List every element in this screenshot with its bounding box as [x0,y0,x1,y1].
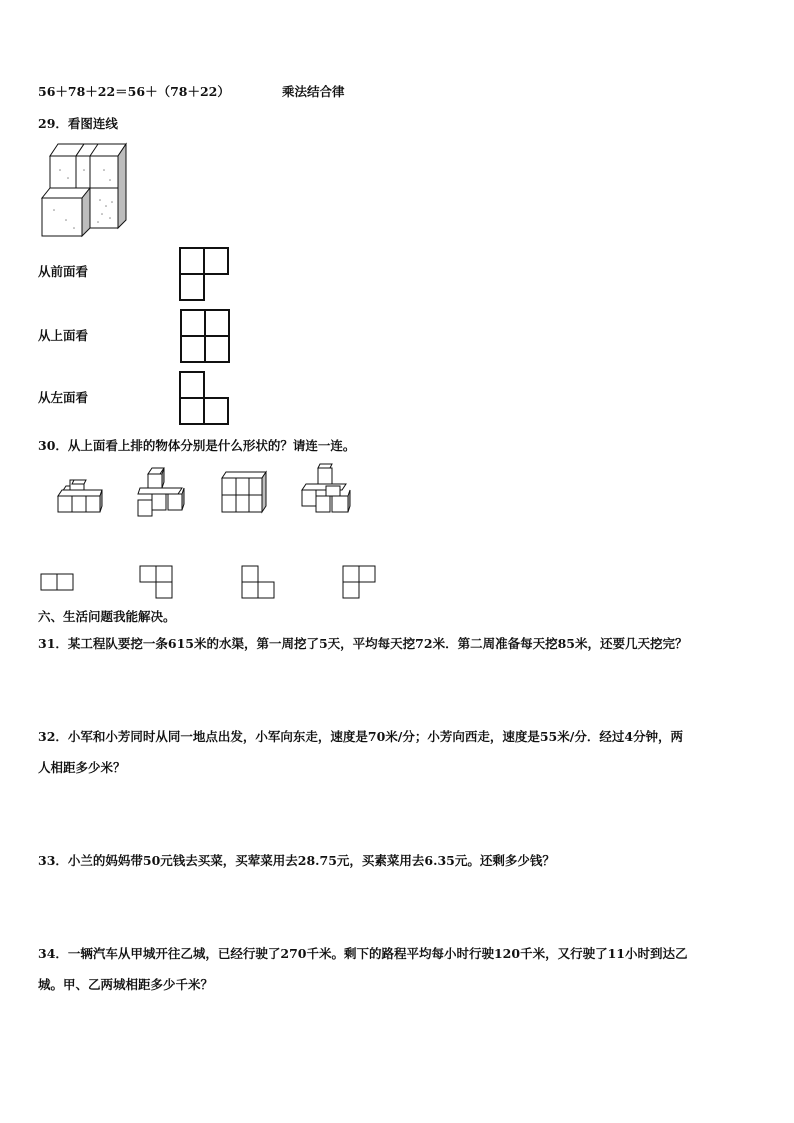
view-label-front: 从前面看 [38,264,89,279]
q33-text: 33．小兰的妈妈带50元钱去买菜，买荤菜用去28.75元，买素菜用去6.35元。还剩多少钱？ [38,853,555,868]
q30-object-2 [136,466,188,520]
q30-view-3 [240,564,280,602]
law-label: 乘法结合律 [282,84,345,99]
q34-text-line2: 城。甲、乙两城相距多少千米？ [38,977,214,992]
view-shape-1 [178,246,230,302]
q29-title: 29．看图连线 [38,116,118,131]
q30-view-1 [40,572,76,594]
view-shape-3 [178,370,230,426]
q30-title: 30．从上面看上排的物体分别是什么形状的？请连一连。 [38,438,356,453]
equation-text: 56＋78＋22＝56＋（78＋22） [38,84,230,99]
q31-text: 31．某工程队要挖一条615米的水渠，第一周挖了5天，平均每天挖72米．第二周准备每天挖85米，还要几天挖完？ [38,636,688,651]
q30-view-4 [341,564,381,602]
q34-text-line1: 34．一辆汽车从甲城开往乙城，已经行驶了270千米。剩下的路程平均每小时行驶120千米，又行驶了11小时到达乙 [38,946,688,961]
view-label-top: 从上面看 [38,328,89,343]
q30-view-2 [138,564,178,602]
section6-title: 六、生活问题我能解决。 [38,609,176,624]
q30-object-3 [220,470,270,516]
q32-text-line1: 32．小军和小芳同时从同一地点出发，小军向东走，速度是70米/分；小芳向西走，速度是55米/分．经过4分钟，两 [38,729,684,744]
q32-text-line2: 人相距多少米？ [38,760,126,775]
view-shape-2 [179,308,231,364]
q30-object-4 [300,462,354,518]
q30-object-1 [56,476,104,518]
q29-solid-figure [40,140,130,240]
view-label-left: 从左面看 [38,390,89,405]
